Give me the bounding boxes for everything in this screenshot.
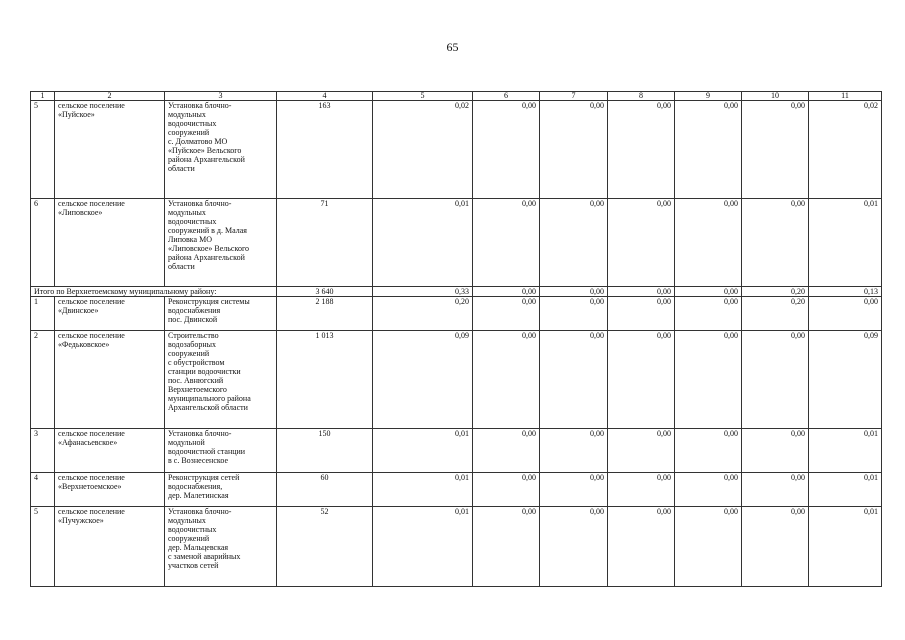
value-cell: 0,00 [473,473,540,507]
row-index: 2 [31,331,55,429]
value-cell: 0,00 [608,199,675,287]
value-cell: 0,00 [742,101,809,199]
value-cell: 0,13 [809,287,882,297]
value-cell: 0,00 [540,507,608,587]
value-cell: 0,33 [373,287,473,297]
value-cell: 0,01 [809,429,882,473]
value-cell: 0,01 [809,507,882,587]
value-cell: 0,00 [473,101,540,199]
column-header: 5 [373,92,473,101]
cost-cell: 71 [277,199,373,287]
settlement-cell: сельское поселение «Федьковское» [55,331,165,429]
value-cell: 0,00 [540,287,608,297]
table-row [31,297,882,331]
cost-cell: 1 013 [277,331,373,429]
table-row [31,473,882,507]
value-cell: 0,00 [742,473,809,507]
value-cell: 0,00 [473,199,540,287]
value-cell: 0,00 [540,331,608,429]
column-header: 2 [55,92,165,101]
data-table [30,91,882,587]
value-cell: 0,00 [742,331,809,429]
project-cell: Установка блочно- модульных водоочистных сооружений в д. Малая Липовка МО «Липовское» Вельского района Архангельской области [165,199,277,287]
cost-cell: 150 [277,429,373,473]
total-label: Итого по Верхнетоемскому муниципальному району: [31,287,277,297]
value-cell: 0,20 [742,297,809,331]
value-cell: 0,00 [608,101,675,199]
total-row [31,287,882,297]
value-cell: 0,00 [473,429,540,473]
value-cell: 0,01 [373,473,473,507]
project-cell: Установка блочно- модульной водоочистной станции в с. Вознесенское [165,429,277,473]
value-cell: 0,01 [809,473,882,507]
column-header: 3 [165,92,277,101]
value-cell: 0,20 [742,287,809,297]
cost-cell: 52 [277,507,373,587]
row-index: 3 [31,429,55,473]
row-index: 1 [31,297,55,331]
value-cell: 0,00 [473,287,540,297]
value-cell: 0,00 [675,429,742,473]
value-cell: 0,00 [473,297,540,331]
value-cell: 0,00 [473,331,540,429]
value-cell: 0,00 [540,101,608,199]
cost-cell: 3 640 [277,287,373,297]
value-cell: 0,01 [373,429,473,473]
row-index: 4 [31,473,55,507]
value-cell: 0,01 [373,507,473,587]
column-header: 4 [277,92,373,101]
column-header: 8 [608,92,675,101]
value-cell: 0,01 [373,199,473,287]
project-cell: Строительство водозаборных сооружений с обустройством станции водоочистки пос. Авнюгский Верхнетоемского муниципального района Архангельской области [165,331,277,429]
value-cell: 0,00 [675,101,742,199]
value-cell: 0,00 [608,287,675,297]
settlement-cell: сельское поселение «Верхнетоемское» [55,473,165,507]
value-cell: 0,00 [742,199,809,287]
table-row [31,507,882,587]
value-cell: 0,00 [675,473,742,507]
table-body [31,92,882,587]
column-header: 6 [473,92,540,101]
project-cell: Установка блочно- модульных водоочистных сооружений с. Долматово МО «Пуйское» Вельского района Архангельской области [165,101,277,199]
value-cell: 0,00 [608,473,675,507]
table-row [31,101,882,199]
column-header: 1 [31,92,55,101]
value-cell: 0,00 [809,297,882,331]
settlement-cell: сельское поселение «Липовское» [55,199,165,287]
value-cell: 0,00 [742,507,809,587]
value-cell: 0,09 [373,331,473,429]
value-cell: 0,00 [675,331,742,429]
page-number: 65 [446,40,459,54]
settlement-cell: сельское поселение «Афанасьевское» [55,429,165,473]
row-index: 6 [31,199,55,287]
cost-cell: 60 [277,473,373,507]
value-cell: 0,01 [809,199,882,287]
row-index: 5 [31,101,55,199]
settlement-cell: сельское поселение «Двинское» [55,297,165,331]
value-cell: 0,00 [540,297,608,331]
value-cell: 0,00 [675,507,742,587]
value-cell: 0,00 [608,297,675,331]
column-header: 11 [809,92,882,101]
settlement-cell: сельское поселение «Пуйское» [55,101,165,199]
value-cell: 0,09 [809,331,882,429]
project-cell: Реконструкция системы водоснабжения пос. Двинской [165,297,277,331]
column-header: 7 [540,92,608,101]
value-cell: 0,00 [608,429,675,473]
value-cell: 0,00 [675,297,742,331]
value-cell: 0,02 [373,101,473,199]
table-row [31,331,882,429]
table-row [31,199,882,287]
value-cell: 0,02 [809,101,882,199]
column-number-row [31,92,882,101]
value-cell: 0,00 [540,199,608,287]
value-cell: 0,00 [473,507,540,587]
cost-cell: 2 188 [277,297,373,331]
column-header: 9 [675,92,742,101]
project-cell: Реконструкция сетей водоснабжения, дер. Малетинская [165,473,277,507]
row-index: 5 [31,507,55,587]
value-cell: 0,00 [742,429,809,473]
value-cell: 0,00 [608,507,675,587]
value-cell: 0,00 [675,287,742,297]
table-row [31,429,882,473]
project-cell: Установка блочно- модульных водоочистных сооружений дер. Мальцевская с заменой аварийных участков сетей [165,507,277,587]
value-cell: 0,00 [540,473,608,507]
value-cell: 0,00 [675,199,742,287]
cost-cell: 163 [277,101,373,199]
value-cell: 0,00 [608,331,675,429]
column-header: 10 [742,92,809,101]
settlement-cell: сельское поселение «Пучужское» [55,507,165,587]
value-cell: 0,00 [540,429,608,473]
value-cell: 0,20 [373,297,473,331]
